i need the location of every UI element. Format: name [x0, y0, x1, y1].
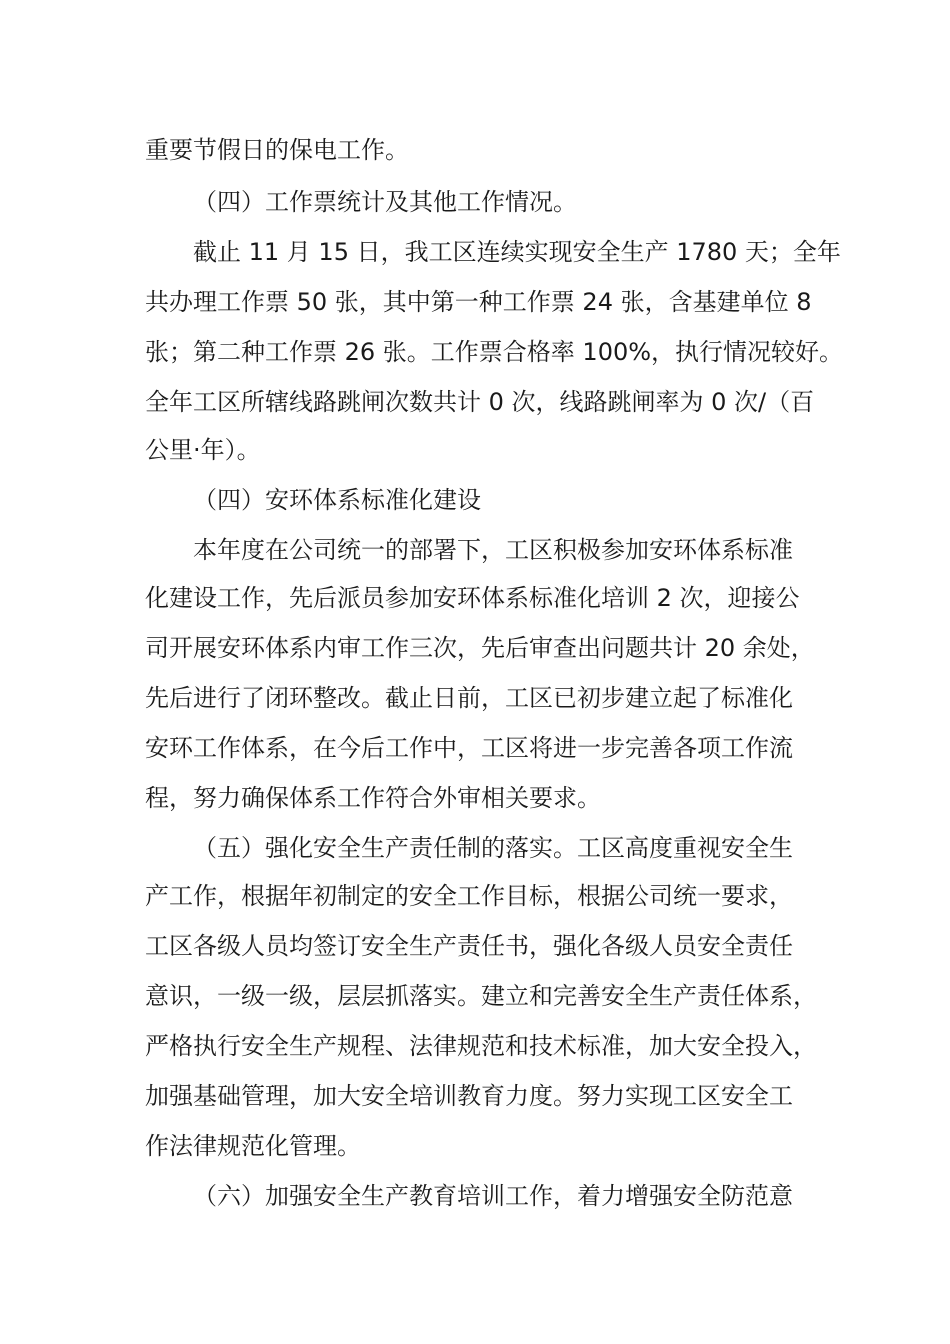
body-line: 公里·年）。	[145, 436, 261, 464]
body-line: 司开展安环体系内审工作三次，先后审查出问题共计 20 余处，	[145, 634, 815, 662]
body-line: 化建设工作，先后派员参加安环体系标准化培训 2 次，迎接公	[145, 584, 800, 612]
body-line: 先后进行了闭环整改。截止日前，工区已初步建立起了标准化	[145, 684, 793, 712]
body-line: 截止 11 月 15 日，我工区连续实现安全生产 1780 天；全年	[193, 238, 841, 266]
body-line: 作法律规范化管理。	[145, 1132, 361, 1160]
body-line: 重要节假日的保电工作。	[145, 136, 409, 164]
body-line: 严格执行安全生产规程、法律规范和技术标准，加大安全投入，	[145, 1032, 817, 1060]
body-line: 张；第二种工作票 26 张。工作票合格率 100%，执行情况较好。	[145, 338, 844, 366]
body-line: 程，努力确保体系工作符合外审相关要求。	[145, 784, 601, 812]
body-line: 产工作，根据年初制定的安全工作目标，根据公司统一要求，	[145, 882, 793, 910]
section-heading: （四）工作票统计及其他工作情况。	[193, 188, 577, 216]
body-line: 共办理工作票 50 张，其中第一种工作票 24 张，含基建单位 8	[145, 288, 812, 316]
body-line: 全年工区所辖线路跳闸次数共计 0 次，线路跳闸率为 0 次/（百	[145, 388, 815, 416]
body-line: （六）加强安全生产教育培训工作，着力增强安全防范意	[193, 1182, 793, 1210]
body-line: 意识，一级一级，层层抓落实。建立和完善安全生产责任体系，	[145, 982, 817, 1010]
body-line: 加强基础管理，加大安全培训教育力度。努力实现工区安全工	[145, 1082, 793, 1110]
body-line: 安环工作体系，在今后工作中，工区将进一步完善各项工作流	[145, 734, 793, 762]
section-heading: （四）安环体系标准化建设	[193, 486, 481, 514]
body-line: 工区各级人员均签订安全生产责任书，强化各级人员安全责任	[145, 932, 793, 960]
body-line: （五）强化安全生产责任制的落实。工区高度重视安全生	[193, 834, 793, 862]
body-line: 本年度在公司统一的部署下，工区积极参加安环体系标准	[193, 536, 793, 564]
